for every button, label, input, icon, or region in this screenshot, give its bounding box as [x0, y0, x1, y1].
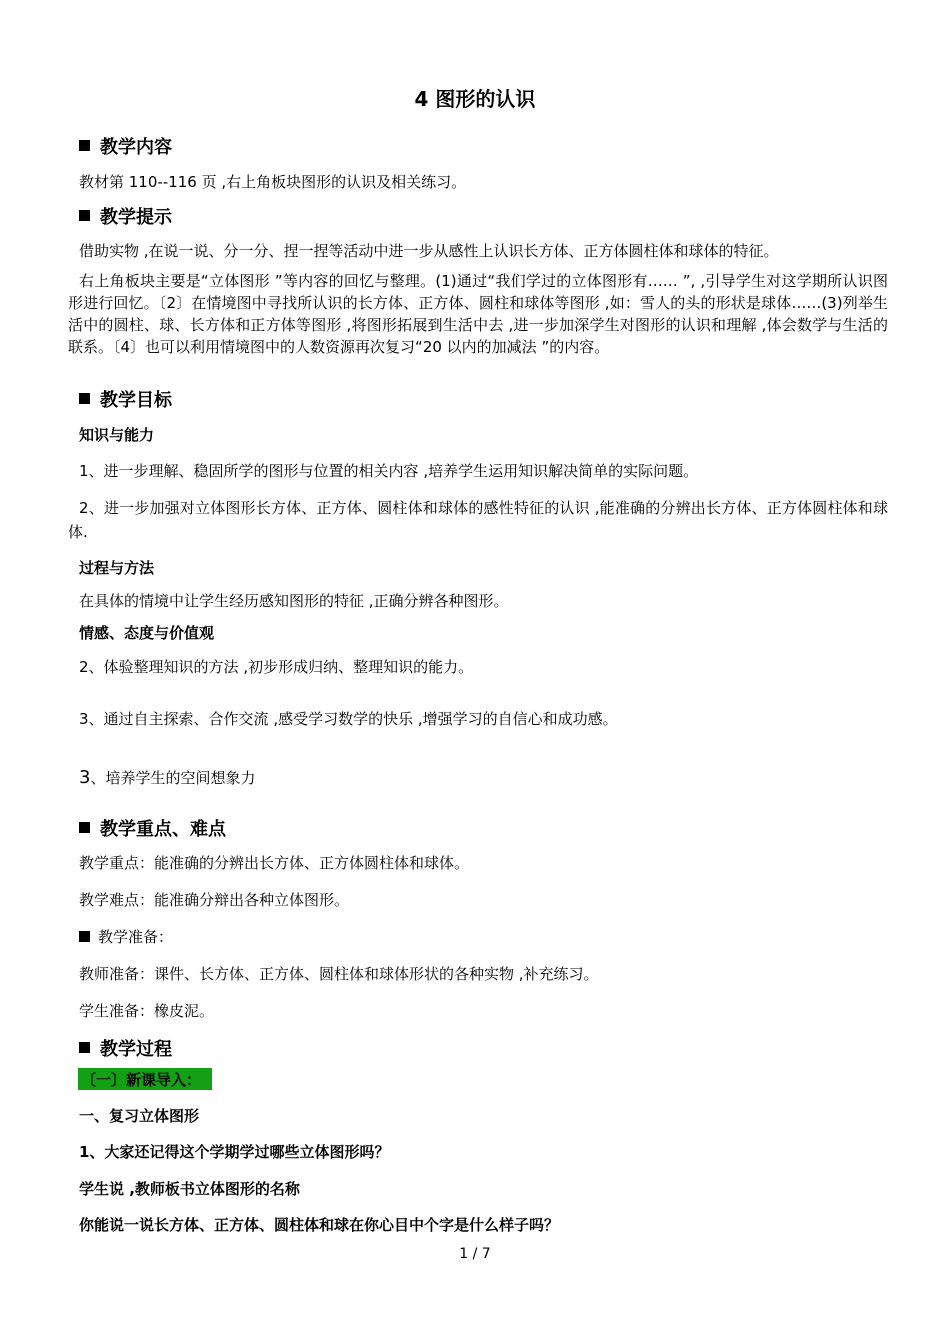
- goal-subheading-emotion: 情感、态度与价值观: [79, 624, 215, 642]
- square-bullet-icon: [79, 140, 90, 151]
- goal-item-6: 3、培养学生的空间想象力: [79, 767, 256, 788]
- square-bullet-icon: [79, 210, 90, 221]
- square-bullet-icon: [79, 1042, 90, 1053]
- square-bullet-icon: [79, 822, 90, 833]
- difficult-point: 教学难点：能准确分辩出各种立体图形。: [79, 891, 350, 909]
- heading-key-points: 教学重点、难点: [79, 815, 226, 841]
- heading-teaching-content: 教学内容: [79, 133, 172, 159]
- goal-item-3: 在具体的情境中让学生经历感知图形的特征 ,正确分辨各种图形。: [79, 592, 509, 610]
- goal-subheading-process: 过程与方法: [79, 559, 155, 577]
- question-1: 1、大家还记得这个学期学过哪些立体图形吗？: [79, 1143, 390, 1161]
- hint-text-2: 右上角板块主要是“立体图形 ”等内容的回忆与整理。(1)通过“我们学过的立体图形有…… ”, ,引导学生对这学期所认识图形进行回忆。〔2〕在情境图中寻找所认识的长方体、正方体、圆柱和球体等图形 ,如：雪人的头的形状是球体……(3)列举生活中的圆柱、球、长方体和正方体等图形 ,将图形拓展到生活中去 ,进一步加深学生对图形的认识和理解 ,体会数学与生活的联系。〔4〕也可以利用情境图中的人数资源再次复习“20 以内的加减法 ”的内容。: [68, 272, 888, 356]
- question-2: 你能说一说长方体、正方体、圆柱体和球在你心目中个字是什么样子吗？: [79, 1216, 560, 1234]
- review-title: 一、复习立体图形: [79, 1107, 200, 1125]
- goal-item-5: 3、通过自主探索、合作交流 ,感受学习数学的快乐 ,增强学习的自信心和成功感。: [79, 710, 618, 728]
- hint-text-1: 借助实物 ,在说一说、分一分、捏一捏等活动中进一步从感性上认识长方体、正方体圆柱体和球体的特征。: [79, 242, 779, 260]
- goal-subheading-knowledge: 知识与能力: [79, 426, 155, 444]
- prep-label: 教学准备：: [79, 926, 173, 947]
- goal-item-2: 2、进一步加强对立体图形长方体、正方体、圆柱体和球体的感性特征的认识 ,能准确的分辨出长方体、正方体圆柱体和球体.: [68, 499, 888, 541]
- student-say: 学生说 ,教师板书立体图形的名称: [79, 1180, 300, 1198]
- teacher-prep: 教师准备：课件、长方体、正方体、圆柱体和球体形状的各种实物 ,补充练习。: [79, 965, 599, 983]
- goal-item-4: 2、体验整理知识的方法 ,初步形成归纳、整理知识的能力。: [79, 658, 474, 676]
- square-bullet-icon: [79, 393, 90, 404]
- page-number: 1 / 7: [459, 1246, 491, 1262]
- page-title: 4 图形的认识: [414, 87, 536, 111]
- student-prep: 学生准备：橡皮泥。: [79, 1002, 215, 1020]
- heading-teaching-hint: 教学提示: [79, 203, 172, 229]
- content-text: 教材第 110--116 页 ,右上角板块图形的认识及相关练习。: [79, 173, 467, 191]
- goal-item-1: 1、进一步理解、稳固所学的图形与位置的相关内容 ,培养学生运用知识解决简单的实际问题。: [79, 462, 699, 480]
- heading-teaching-process: 教学过程: [79, 1035, 172, 1061]
- intro-highlight: 〔一〕新课导入：: [78, 1068, 212, 1090]
- key-point: 教学重点：能准确的分辨出长方体、正方体圆柱体和球体。: [79, 854, 470, 872]
- square-bullet-icon: [79, 931, 90, 942]
- heading-teaching-goals: 教学目标: [79, 386, 172, 412]
